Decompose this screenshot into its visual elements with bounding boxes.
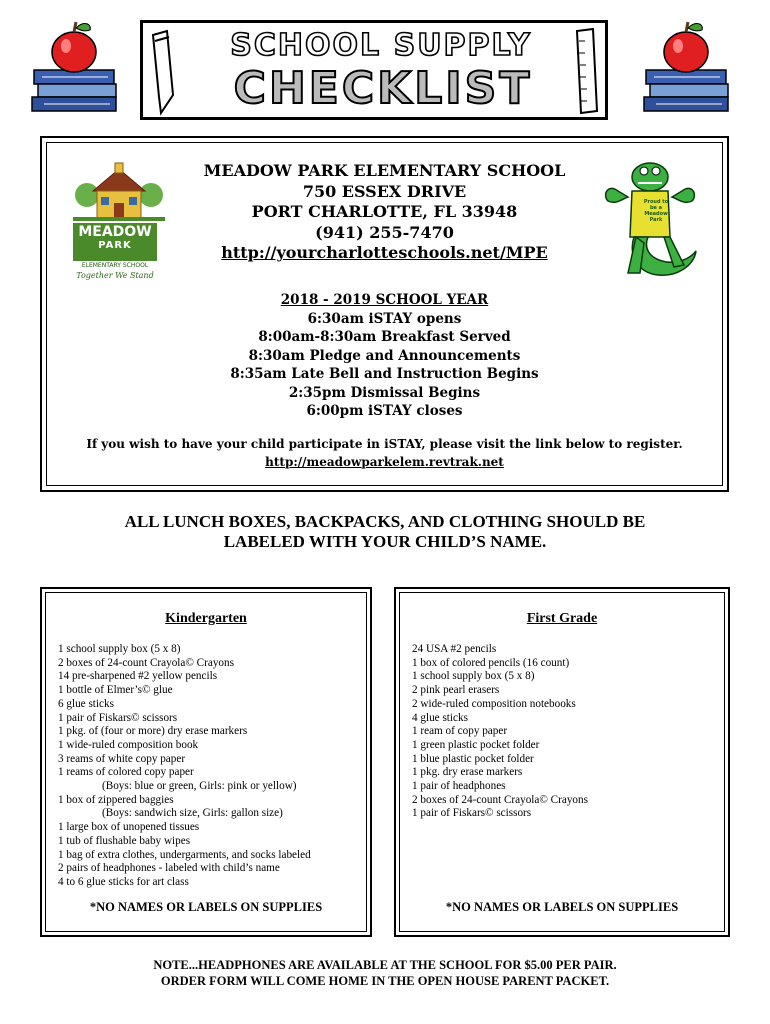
list-item: 1 blue plastic pocket folder (412, 752, 534, 765)
schedule-item: 8:30am Pledge and Announcements (248, 347, 521, 364)
logo-title-line2: PARK (98, 240, 132, 251)
school-name: MEADOW PARK ELEMENTARY SCHOOL (203, 161, 566, 180)
list-item: 1 reams of colored copy paper (58, 766, 194, 779)
list-item: 24 USA #2 pencils (412, 643, 497, 655)
list-item: 1 pair of Fiskars© scissors (58, 711, 178, 724)
list-item: 1 bottle of Elmer’s© glue (58, 684, 173, 697)
list-item: 6 glue sticks (58, 697, 114, 710)
school-street: 750 ESSEX DRIVE (302, 181, 467, 201)
list-item: 2 pink pearl erasers (412, 684, 500, 697)
list-item: 2 wide-ruled composition notebooks (412, 697, 576, 710)
schedule-item: 8:35am Late Bell and Instruction Begins (230, 366, 539, 382)
logo-title-line1: MEADOW (78, 224, 152, 240)
list-item: 1 ream of copy paper (412, 725, 508, 738)
school-year-title: 2018 - 2019 SCHOOL YEAR (280, 292, 489, 308)
list-item: 2 pairs of headphones - labeled with child’s name (58, 862, 280, 875)
school-info-box (40, 136, 729, 492)
list-item: 1 pair of headphones (412, 780, 506, 793)
banner-title-line1: SCHOOL SUPPLY (230, 28, 532, 63)
list-item: 1 box of colored pencils (16 count) (412, 656, 570, 669)
mascot-shirt-text: Proud to be a Meadow Park (643, 199, 669, 223)
label-notice-line1: ALL LUNCH BOXES, BACKPACKS, AND CLOTHING SHOULD BE (124, 512, 646, 531)
logo-subtitle: ELEMENTARY SCHOOL (81, 262, 149, 269)
list-item: 2 boxes of 24-count Crayola© Crayons (58, 656, 234, 669)
label-notice (0, 512, 770, 552)
list-item: 1 school supply box (5 x 8) (412, 670, 535, 683)
banner-title-line2: CHECKLIST (233, 63, 533, 114)
list-item: 1 wide-ruled composition book (58, 738, 199, 751)
list-item: 4 to 6 glue sticks for art class (58, 875, 189, 888)
list-item: 3 reams of white copy paper (58, 752, 186, 765)
checklist-title-banner (140, 20, 608, 120)
school-city: PORT CHARLOTTE, FL 33948 (251, 202, 518, 221)
list-item: 1 bag of extra clothes, undergarments, and socks labeled (58, 848, 311, 861)
first-grade-items (412, 643, 588, 821)
schedule-item: 6:30am iSTAY opens (307, 310, 462, 327)
list-item: 1 pkg. dry erase markers (412, 766, 523, 779)
school-website-link[interactable]: http://yourcharlotteschools.net/MPE (221, 243, 548, 262)
first-grade-supply-list (394, 587, 730, 937)
register-link[interactable]: http://meadowparkelem.revtrak.net (265, 455, 504, 469)
kindergarten-supply-list (40, 587, 372, 937)
list-item: 1 school supply box (5 x 8) (58, 643, 181, 655)
list-item: 1 tub of flushable baby wipes (58, 834, 191, 847)
school-schedule (47, 291, 722, 421)
school-contact-block (47, 161, 722, 264)
first-grade-no-labels-note: *NO NAMES OR LABELS ON SUPPLIES (445, 900, 679, 914)
list-item: 4 glue sticks (412, 711, 468, 724)
list-item: 1 green plastic pocket folder (412, 738, 540, 751)
list-item: 14 pre-sharpened #2 yellow pencils (58, 670, 218, 683)
apple-books-clipart-left (28, 18, 123, 120)
list-item: 1 pkg. of (four or more) dry erase markers (58, 725, 248, 738)
schedule-item: 2:35pm Dismissal Begins (288, 384, 481, 401)
first-grade-heading: First Grade (526, 611, 598, 626)
school-phone: (941) 255-7470 (315, 222, 454, 242)
list-item-detail: (Boys: blue or green, Girls: pink or yellow) (102, 780, 297, 793)
istay-register-note (47, 435, 722, 471)
schedule-item: 8:00am-8:30am Breakfast Served (258, 329, 511, 345)
kindergarten-heading: Kindergarten (165, 611, 247, 626)
list-item: 1 large box of unopened tissues (58, 821, 200, 834)
footer-line2: ORDER FORM WILL COME HOME IN THE OPEN HOUSE PARENT PACKET. (160, 974, 610, 988)
list-item: 1 box of zippered baggies (58, 793, 174, 806)
logo-tagline: Together We Stand (76, 271, 154, 280)
list-item: 1 pair of Fiskars© scissors (412, 807, 532, 820)
schedule-item: 6:00pm iSTAY closes (306, 403, 463, 419)
register-text: If you wish to have your child participate in iSTAY, please visit the link below to register. (86, 437, 683, 451)
ruler-icon (573, 27, 599, 115)
footer-note (0, 957, 770, 989)
kindergarten-items (58, 643, 311, 890)
label-notice-line2: LABELED WITH YOUR CHILD’S NAME. (223, 532, 547, 551)
apple-books-clipart-right (640, 18, 735, 120)
footer-line1: NOTE...HEADPHONES ARE AVAILABLE AT THE SCHOOL FOR $5.00 PER PAIR. (153, 958, 617, 972)
list-item-detail: (Boys: sandwich size, Girls: gallon size) (102, 807, 283, 820)
kindergarten-no-labels-note: *NO NAMES OR LABELS ON SUPPLIES (89, 900, 323, 914)
list-item: 2 boxes of 24-count Crayola© Crayons (412, 793, 588, 806)
